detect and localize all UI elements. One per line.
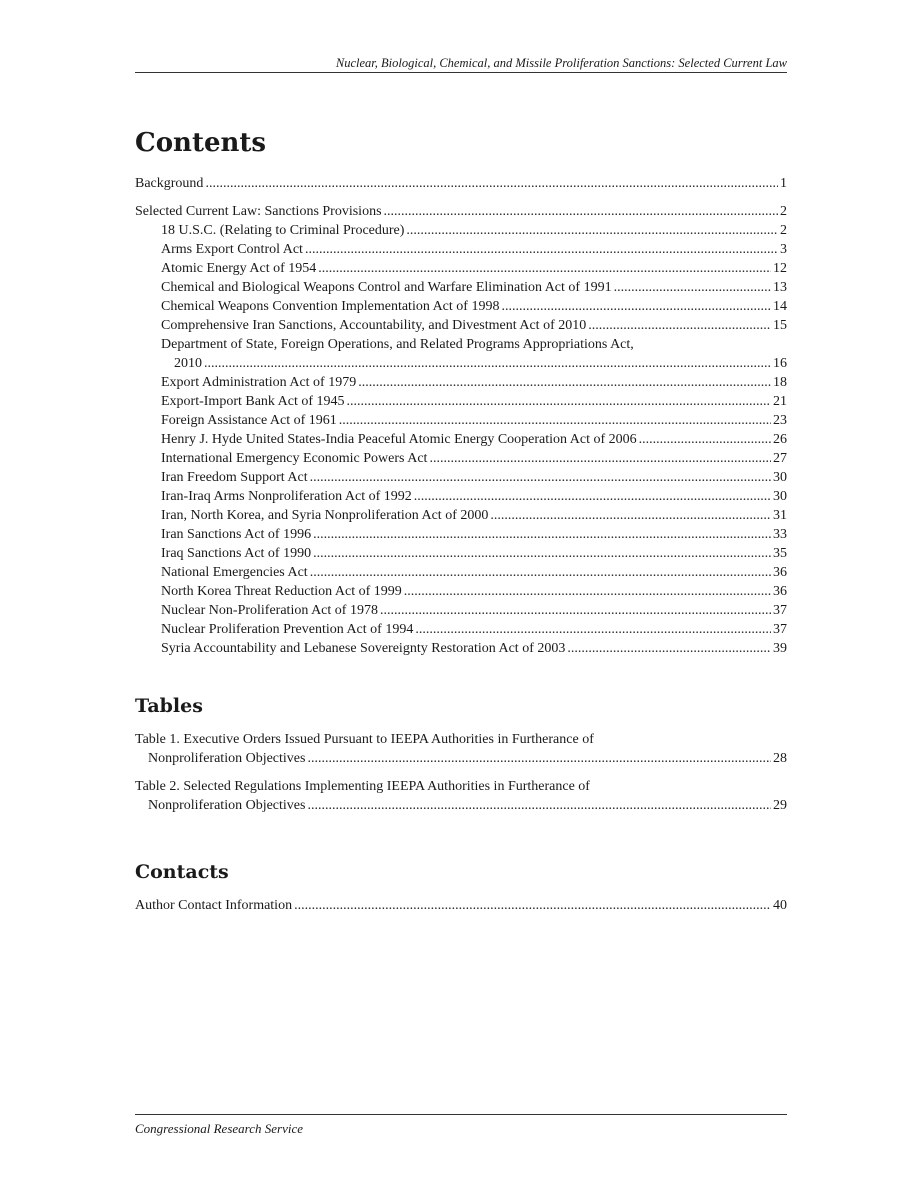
toc-entry[interactable] [135, 316, 787, 335]
toc-entry-label: Foreign Assistance Act of 1961 [161, 413, 337, 428]
dot-leader [404, 582, 771, 601]
toc-page-number: 40 [773, 898, 787, 913]
toc-page-number: 14 [773, 299, 787, 314]
contents-list [135, 174, 787, 658]
toc-page-number: 12 [773, 261, 787, 276]
toc-page-number: 39 [773, 641, 787, 656]
toc-page-number: 29 [773, 798, 787, 813]
toc-entry-label: National Emergencies Act [161, 565, 308, 580]
dot-leader [414, 487, 771, 506]
toc-page-number: 28 [773, 751, 787, 766]
dot-leader [406, 221, 778, 240]
toc-page-number: 36 [773, 584, 787, 599]
toc-page-number: 2 [780, 223, 787, 238]
toc-entry-background[interactable] [135, 174, 787, 193]
toc-page-number: 1 [780, 176, 787, 191]
dot-leader [380, 601, 771, 620]
toc-entry[interactable] [135, 639, 787, 658]
toc-entry[interactable] [135, 506, 787, 525]
toc-entry[interactable] [135, 544, 787, 563]
toc-page-number: 13 [773, 280, 787, 295]
dot-leader [384, 202, 778, 221]
toc-entry-label: Iran Freedom Support Act [161, 470, 308, 485]
toc-entry[interactable] [135, 411, 787, 430]
toc-entry[interactable] [135, 297, 787, 316]
contacts-list [135, 896, 787, 915]
dot-leader [310, 563, 771, 582]
dot-leader [313, 525, 771, 544]
toc-entry-label: Author Contact Information [135, 898, 293, 913]
toc-entry-table-2[interactable] [135, 777, 787, 815]
toc-entry[interactable] [135, 392, 787, 411]
toc-entry-label: Iran-Iraq Arms Nonproliferation Act of 1992 [161, 489, 412, 504]
dot-leader [339, 411, 771, 430]
running-header: Nuclear, Biological, Chemical, and Missile Proliferation Sanctions: Selected Current Law [335, 56, 787, 70]
toc-entry-label: Syria Accountability and Lebanese Sovereignty Restoration Act of 2003 [161, 641, 566, 656]
toc-entry-label: Nuclear Non-Proliferation Act of 1978 [161, 603, 378, 618]
toc-entry-label: Chemical and Biological Weapons Control and Warfare Elimination Act of 1991 [161, 280, 612, 295]
tables-title: Tables [135, 695, 203, 717]
toc-entry-label: Iraq Sanctions Act of 1990 [161, 546, 312, 561]
toc-page-number: 37 [773, 603, 787, 618]
toc-entry-label: Arms Export Control Act [161, 242, 303, 257]
dot-leader [358, 373, 771, 392]
toc-entry[interactable] [135, 487, 787, 506]
toc-entry-label: Table 2. Selected Regulations Implementing IEEPA Authorities in Furtherance of [135, 779, 590, 794]
toc-page-number: 23 [773, 413, 787, 428]
toc-entry-table-1[interactable] [135, 730, 787, 768]
toc-page-number: 31 [773, 508, 787, 523]
toc-entry-label: Iran, North Korea, and Syria Nonproliferation Act of 2000 [161, 508, 489, 523]
dot-leader [318, 259, 771, 278]
toc-entry-label: International Emergency Economic Powers Act [161, 451, 428, 466]
toc-entry[interactable] [135, 563, 787, 582]
toc-entry-label: Iran Sanctions Act of 1996 [161, 527, 312, 542]
toc-page-number: 30 [773, 489, 787, 504]
toc-page-number: 16 [773, 356, 787, 371]
toc-entry-label: Atomic Energy Act of 1954 [161, 261, 317, 276]
dot-leader [205, 174, 778, 193]
toc-entry[interactable] [135, 373, 787, 392]
toc-entry[interactable] [135, 240, 787, 259]
dot-leader [294, 896, 771, 915]
toc-entry-label: Background [135, 176, 204, 191]
dot-leader [501, 297, 771, 316]
toc-entry[interactable] [135, 601, 787, 620]
toc-page-number: 26 [773, 432, 787, 447]
dot-leader [490, 506, 771, 525]
toc-entry-label: Export Administration Act of 1979 [161, 375, 357, 390]
toc-page-number: 2 [780, 204, 787, 219]
toc-entry[interactable] [135, 620, 787, 639]
toc-entry[interactable] [135, 430, 787, 449]
toc-entry-label-continued: Nonproliferation Objectives [148, 798, 306, 813]
toc-page-number: 15 [773, 318, 787, 333]
dot-leader [204, 354, 771, 373]
toc-page-number: 37 [773, 622, 787, 637]
toc-page-number: 27 [773, 451, 787, 466]
toc-entry-label: Department of State, Foreign Operations, and Related Programs Appropriations Act, [161, 337, 634, 352]
toc-entry-label: North Korea Threat Reduction Act of 1999 [161, 584, 402, 599]
dot-leader [307, 796, 771, 815]
toc-page-number: 36 [773, 565, 787, 580]
dot-leader [429, 449, 771, 468]
toc-page-number: 35 [773, 546, 787, 561]
toc-entry-sanctions-provisions[interactable] [135, 202, 787, 221]
toc-entry[interactable] [135, 221, 787, 240]
footer-text: Congressional Research Service [135, 1121, 303, 1136]
toc-entry-author-contact[interactable] [135, 896, 787, 915]
toc-entry-label: Export-Import Bank Act of 1945 [161, 394, 345, 409]
toc-entry-label-continued: Nonproliferation Objectives [148, 751, 306, 766]
toc-page-number: 33 [773, 527, 787, 542]
dot-leader [588, 316, 771, 335]
toc-entry-label: Table 1. Executive Orders Issued Pursuant to IEEPA Authorities in Furtherance of [135, 732, 594, 747]
toc-page-number: 21 [773, 394, 787, 409]
toc-entry[interactable] [135, 449, 787, 468]
toc-entry[interactable] [135, 468, 787, 487]
toc-entry-label-continued: 2010 [174, 356, 202, 371]
toc-entry-label: Henry J. Hyde United States-India Peaceful Atomic Energy Cooperation Act of 2006 [161, 432, 637, 447]
footer-rule [135, 1114, 787, 1115]
toc-entry-label: Selected Current Law: Sanctions Provisions [135, 204, 382, 219]
contacts-title: Contacts [135, 861, 229, 883]
toc-entry-label: Chemical Weapons Convention Implementation Act of 1998 [161, 299, 500, 314]
toc-entry[interactable] [135, 335, 787, 373]
toc-entry[interactable] [135, 259, 787, 278]
toc-entry[interactable] [135, 582, 787, 601]
tables-list [135, 730, 787, 815]
toc-entry-label: 18 U.S.C. (Relating to Criminal Procedure) [161, 223, 405, 238]
toc-entry[interactable] [135, 278, 787, 297]
toc-entry[interactable] [135, 525, 787, 544]
toc-entry-label: Nuclear Proliferation Prevention Act of 1994 [161, 622, 414, 637]
dot-leader [614, 278, 771, 297]
toc-entry-label: Comprehensive Iran Sanctions, Accountability, and Divestment Act of 2010 [161, 318, 587, 333]
toc-page-number: 30 [773, 470, 787, 485]
dot-leader [639, 430, 771, 449]
dot-leader [313, 544, 771, 563]
dot-leader [347, 392, 771, 411]
header-rule [135, 72, 787, 73]
dot-leader [415, 620, 771, 639]
toc-page-number: 3 [780, 242, 787, 257]
table-of-contents [135, 128, 787, 915]
dot-leader [567, 639, 771, 658]
dot-leader [305, 240, 778, 259]
dot-leader [307, 749, 771, 768]
dot-leader [310, 468, 771, 487]
contents-title: Contents [135, 128, 267, 158]
toc-page-number: 18 [773, 375, 787, 390]
